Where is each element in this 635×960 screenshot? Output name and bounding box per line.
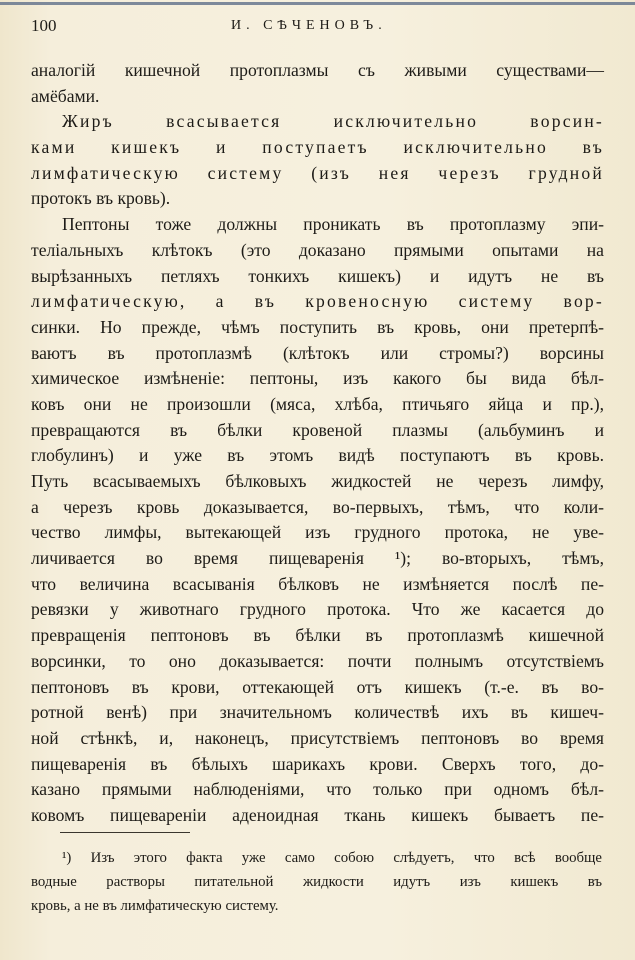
text-line: превращаются въ бѣлки кровеной плазмы (альбуминъ и	[31, 419, 604, 440]
footnote-line	[31, 846, 602, 870]
footnote-line: водные растворы питательной жидкости идутъ изъ кишекъ въ	[31, 874, 602, 890]
text-line: вырѣзанныхъ петляхъ тонкихъ кишекъ) и идутъ не въ	[31, 265, 604, 286]
page-top-edge	[0, 2, 635, 5]
footnote-text: Изъ этого факта уже само собою слѣдуетъ, что всѣ вообще	[90, 850, 602, 866]
footnote-marker: ¹)	[62, 850, 72, 866]
footnote-line: кровь, а не въ лимфатическую систему.	[31, 898, 279, 914]
text-line: синки. Но прежде, чѣмъ поступить въ кровь, они претерпѣ-	[31, 316, 604, 337]
text-line: ками кишекъ и поступаетъ исключительно въ	[31, 137, 604, 158]
text-line: что величина всасыванія бѣлковъ не измѣняется послѣ пе-	[31, 573, 604, 594]
text-line: Пептоны тоже должны проникать въ протоплазму эпи-	[62, 214, 604, 235]
body-text	[31, 58, 604, 829]
text-line: Жиръ всасывается исключительно ворсин-	[62, 111, 604, 132]
text-line: ротной венѣ) при значительномъ количествѣ ихъ въ кишеч-	[31, 702, 604, 723]
text-line: казано прямыми наблюденіями, что только при одномъ бѣл-	[31, 779, 604, 800]
text-line: превращенія пептоновъ въ бѣлки въ протоплазмѣ кишечной	[31, 625, 604, 646]
text-line: ковомъ пищевареніи аденоидная ткань кишекъ бываетъ пе-	[31, 804, 604, 825]
text-line: ревязки у животнаго грудного протока. Что же касается до	[31, 599, 604, 620]
text-line: ковъ они не произошли (мяса, хлѣба, птичьяго яйца и пр.),	[31, 393, 604, 414]
text-line: личивается во время пищеваренія ¹); во-вторыхъ, тѣмъ,	[31, 548, 604, 569]
running-head: И. СѢЧЕНОВЪ.	[231, 18, 387, 33]
text-line: теліальныхъ клѣтокъ (это доказано прямыми опытами на	[31, 239, 604, 260]
text-line: а черезъ кровь доказывается, во-первыхъ, тѣмъ, что коли-	[31, 496, 604, 517]
text-line: лимфатическую, а въ кровеносную систему вор-	[31, 291, 604, 312]
text-line: аналогій кишечной протоплазмы съ живыми существами—	[31, 60, 604, 80]
text-line: лимфатическую систему (изъ нея черезъ грудной	[31, 162, 604, 183]
text-line: Путь всасываемыхъ бѣлковыхъ жидкостей не черезъ лимфу,	[31, 471, 604, 491]
text-line: ваютъ въ протоплазмѣ (клѣтокъ или стромы?) ворсины	[31, 342, 604, 363]
footnote	[31, 846, 602, 918]
text-line: ной стѣнкѣ, и, наконецъ, присутствіемъ пептоновъ во время	[31, 727, 604, 748]
page-header	[31, 16, 606, 36]
text-line: глобулинъ) и уже въ этомъ видѣ поступаютъ въ кровь.	[31, 445, 604, 466]
text-line: пищеваренія въ бѣлыхъ шарикахъ крови. Сверхъ того, до-	[31, 753, 604, 774]
text-line: химическое измѣненіе: пептоны, изъ какого бы вида бѣл-	[31, 368, 604, 389]
text-line: пептоновъ въ крови, оттекающей отъ кишекъ (т.-е. въ во-	[31, 676, 604, 697]
text-line: чество лимфы, вытекающей изъ грудного протока, не уве-	[31, 522, 604, 543]
text-line: амёбами.	[31, 85, 100, 106]
text-line: протокъ въ кровь).	[31, 188, 171, 209]
footnote-separator	[60, 832, 190, 833]
page-number: 100	[31, 16, 57, 35]
text-line: ворсинки, то оно доказывается: почти полнымъ отсутствіемъ	[31, 650, 604, 671]
